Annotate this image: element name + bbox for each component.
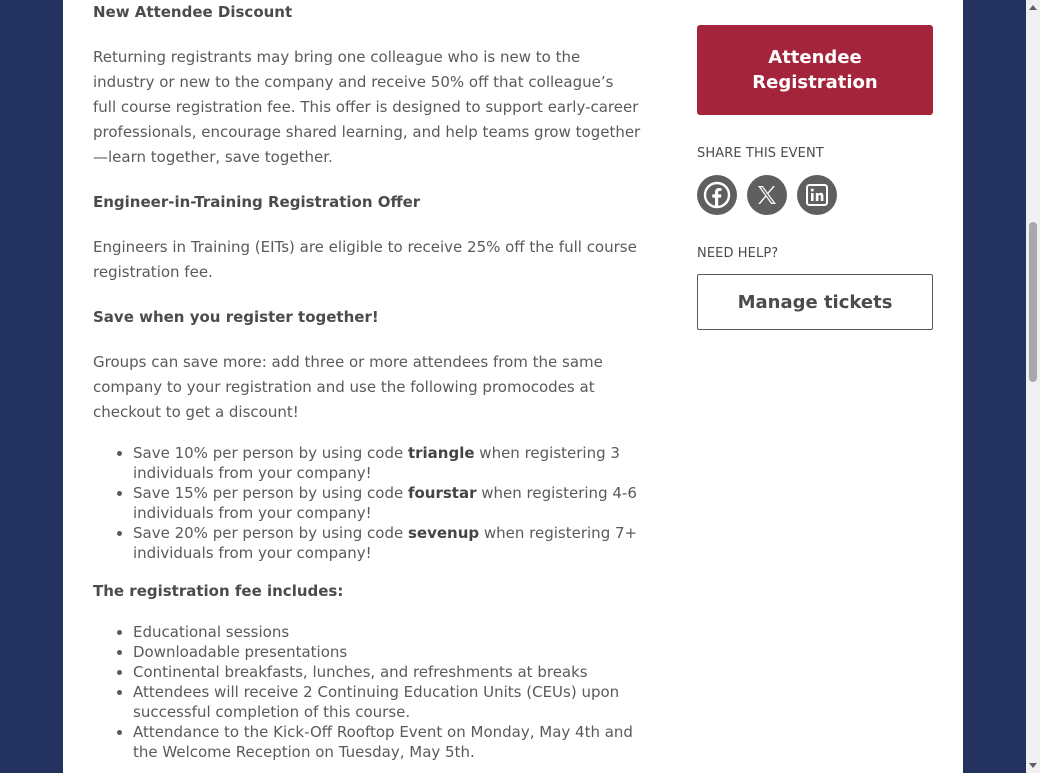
group-text: Groups can save more: add three or more attendees from the same company to your registration and use the following promocodes at checkout to get a discount! bbox=[93, 353, 603, 421]
list-item: • Continental breakfasts, lunches, and refreshments at breaks bbox=[133, 662, 641, 682]
linkedin-icon[interactable] bbox=[797, 175, 837, 215]
list-item: • Save 10% per person by using code triangle when registering 3 individuals from your company! bbox=[133, 443, 641, 483]
list-item: • Educational sessions bbox=[133, 622, 641, 642]
promo-code: sevenup bbox=[407, 524, 480, 542]
promo-code: triangle bbox=[407, 444, 475, 462]
page-scrollbar[interactable] bbox=[1026, 0, 1040, 773]
promo-code: fourstar bbox=[407, 484, 477, 502]
need-help-label: NEED HELP? bbox=[697, 246, 779, 261]
discount-text: Returning registrants may bring one colleague who is new to the industry or new to the company and receive 50% off that colleague’s full course registration fee. This offer is designed to support early-career professionals, encourage shared learning, and help teams grow together—learn together, save together. bbox=[93, 48, 641, 166]
event-content-card bbox=[63, 0, 963, 773]
list-item: • Attendance to the Kick-Off Rooftop Event on Monday, May 4th and the Welcome Reception on Tuesday, May 5th. bbox=[133, 722, 641, 762]
manage-tickets-button[interactable]: Manage tickets bbox=[697, 274, 933, 330]
facebook-icon[interactable] bbox=[697, 175, 737, 215]
x-icon[interactable] bbox=[747, 175, 787, 215]
attendee-registration-button[interactable]: Attendee Registration bbox=[697, 25, 933, 115]
share-event-label: SHARE THIS EVENT bbox=[697, 146, 824, 161]
list-item: • Save 15% per person by using code fourstar when registering 4-6 individuals from your company! bbox=[133, 483, 641, 523]
list-item: • Attendees will receive 2 Continuing Education Units (CEUs) upon successful completion of this course. bbox=[133, 682, 641, 722]
scroll-up-icon[interactable] bbox=[1029, 5, 1037, 10]
scroll-down-icon[interactable] bbox=[1029, 763, 1037, 768]
event-sidebar bbox=[697, 25, 933, 313]
discount-heading: New Attendee Discount bbox=[93, 3, 293, 21]
scroll-thumb[interactable] bbox=[1029, 222, 1037, 382]
social-share-buttons bbox=[697, 175, 837, 215]
includes-heading: The registration fee includes: bbox=[93, 582, 344, 600]
eit-heading: Engineer-in-Training Registration Offer bbox=[93, 193, 421, 211]
list-item: • Downloadable presentations bbox=[133, 642, 641, 662]
promo-list bbox=[93, 443, 641, 563]
event-description bbox=[93, 0, 641, 762]
includes-list bbox=[93, 622, 641, 762]
eit-text: Engineers in Training (EITs) are eligible to receive 25% off the full course registration fee. bbox=[93, 238, 637, 281]
list-item: • Save 20% per person by using code sevenup when registering 7+ individuals from your company! bbox=[133, 523, 641, 563]
group-heading: Save when you register together! bbox=[93, 308, 379, 326]
